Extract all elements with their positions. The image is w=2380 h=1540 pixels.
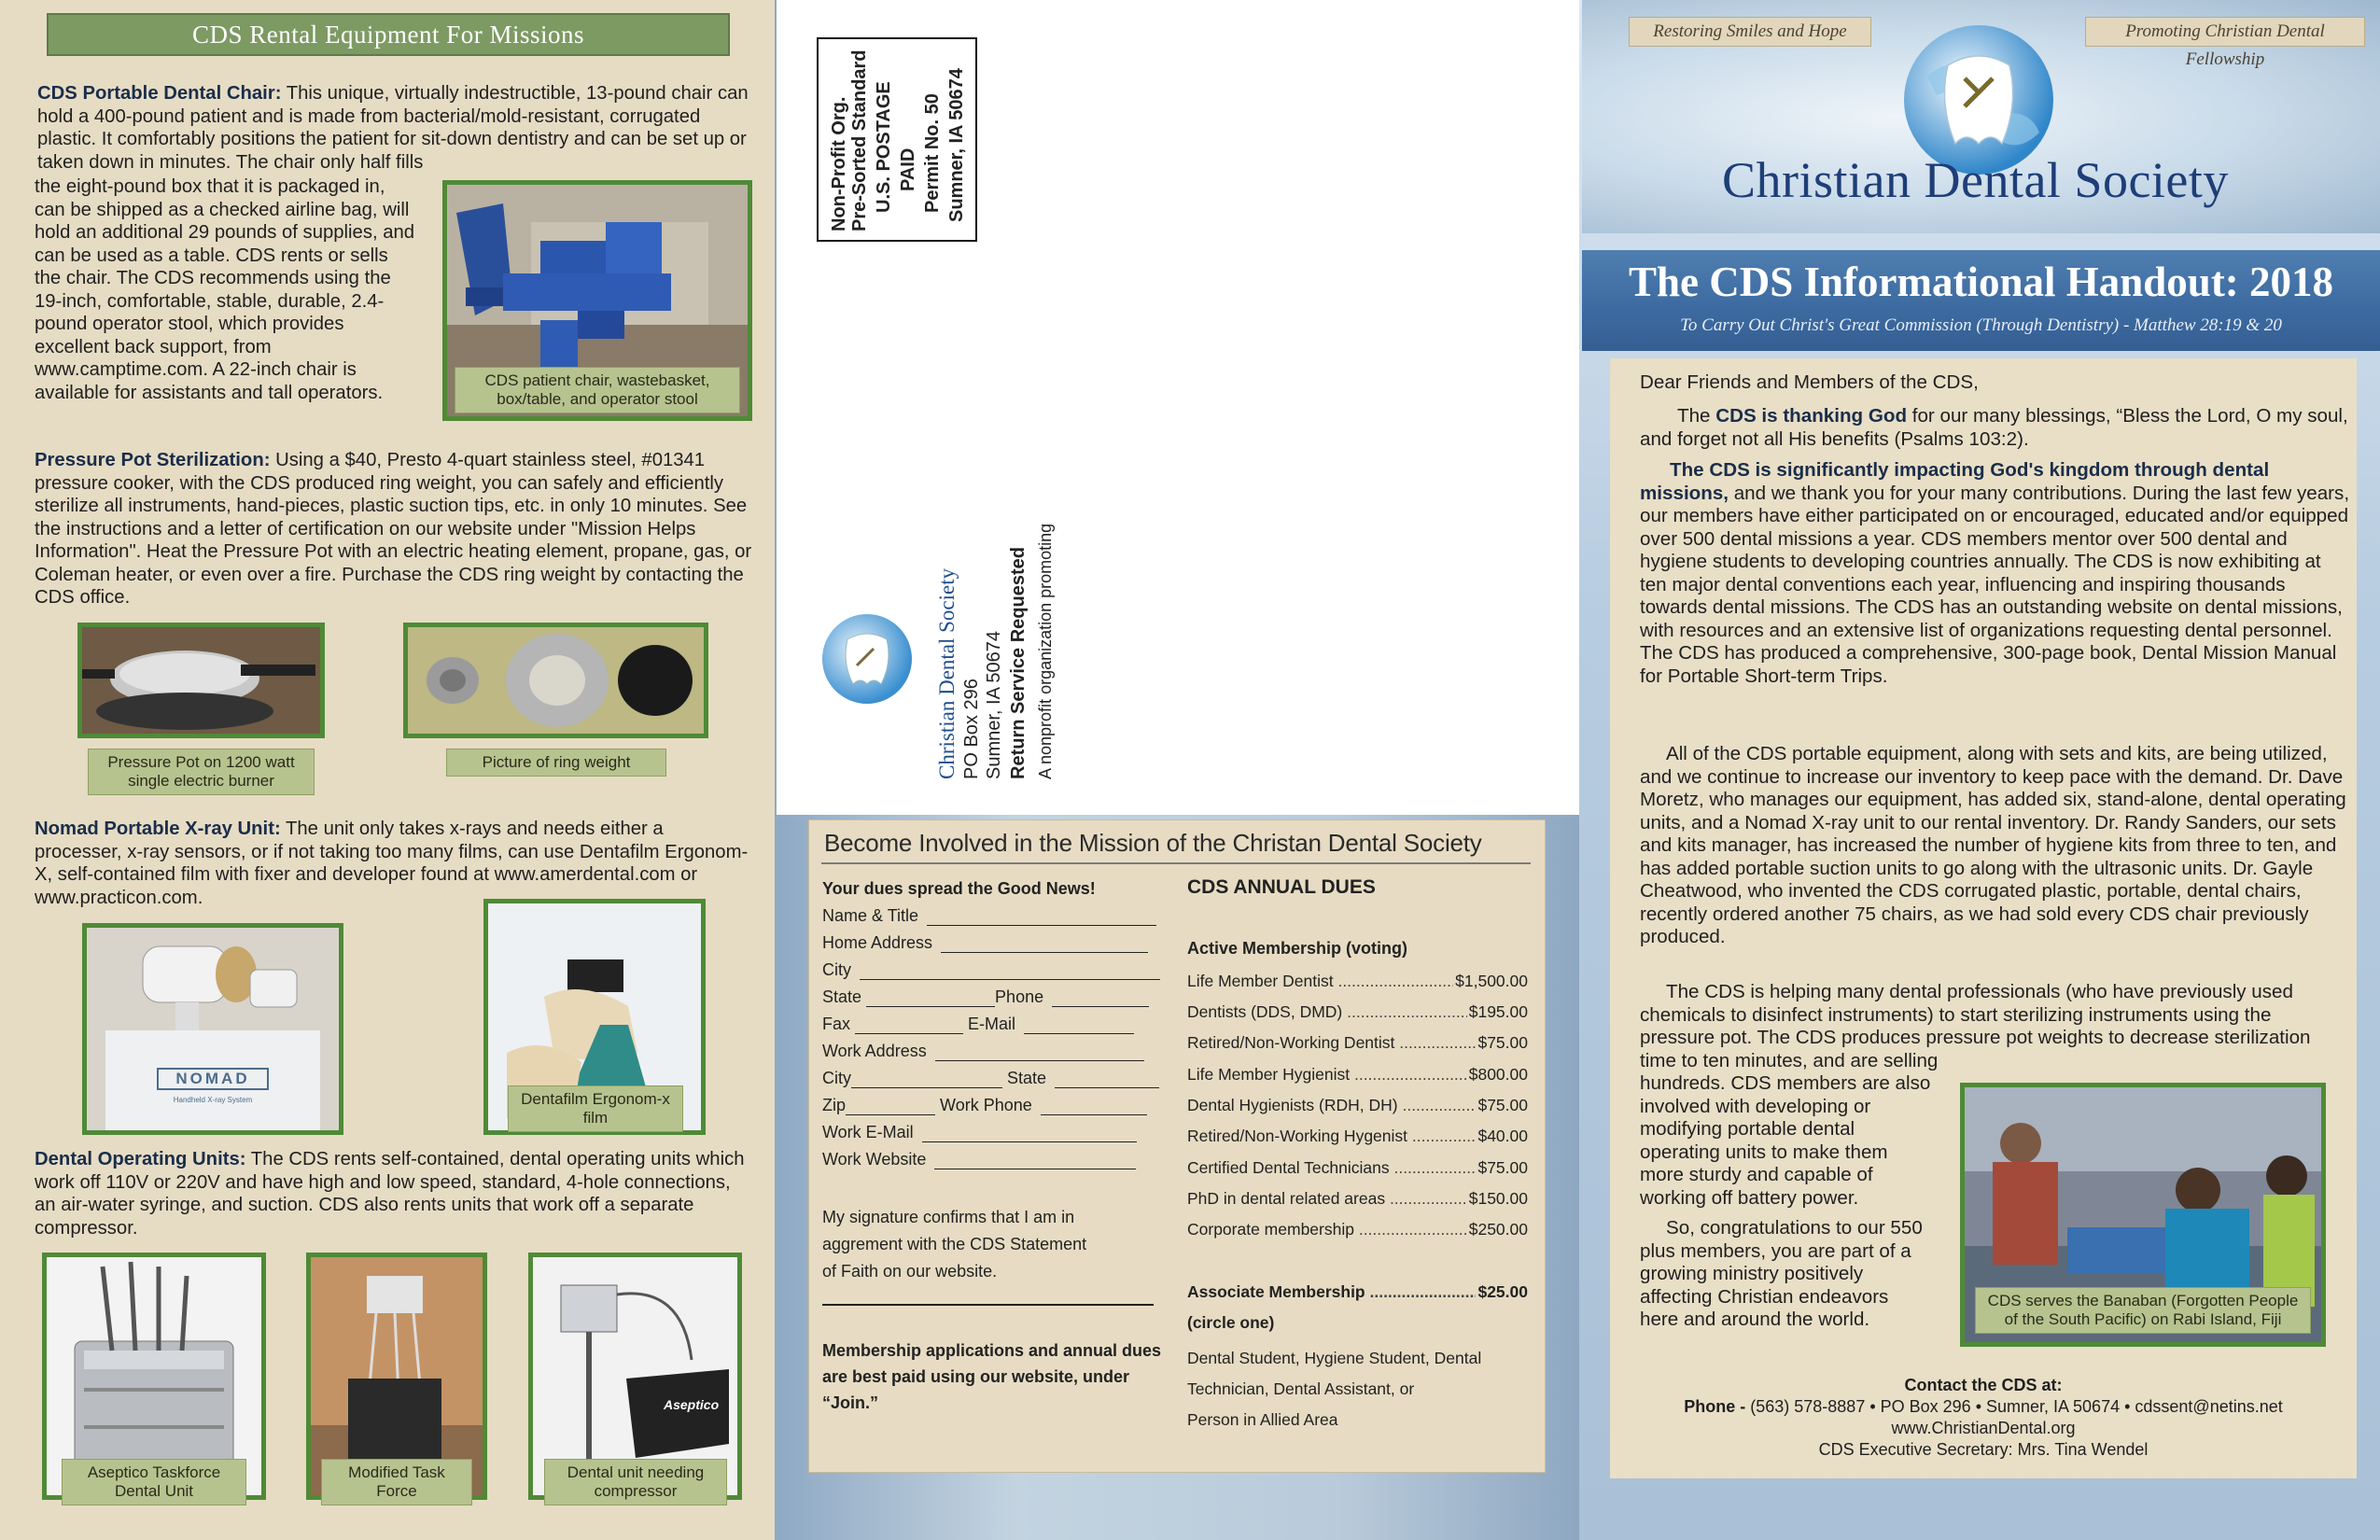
circle-one: (circle one) — [1187, 1313, 1275, 1332]
chair-caption: CDS patient chair, wastebasket, box/table, and operator stool — [455, 367, 740, 413]
letter-greeting: Dear Friends and Members of the CDS, — [1640, 371, 1979, 393]
field-fax-row[interactable] — [822, 1014, 1134, 1034]
chair-paragraph — [37, 82, 756, 174]
modified-task-force-caption: Modified Task Force — [321, 1459, 472, 1505]
xray-heading: Nomad Portable X-ray Unit: — [35, 819, 281, 839]
dues-row — [1187, 1064, 1528, 1085]
chair-paragraph-cont: the eight-pound box that it is packaged in, can be shipped as a checked airline bag, will hold an additional 29 pounds of supplies, and can be used as a table. CDS rents or sells the chair. The CDS recommends using the 19-inch, comfortable, stable, durable, 2.4-pound operator stool, which provides excellent back support, from www.camptime.com. A 22-inch chair is available for assistants and tall operators. — [35, 176, 415, 403]
xray-text: The unit only takes x-rays and needs either a processer, x-ray sensors, or if not taking too many films, can use Dentafilm Ergonom-X, self-contained film with fixer and developer found at www.amerdental.com or www.practicon.com. — [35, 819, 749, 908]
units-paragraph — [35, 1148, 753, 1239]
signature-line-2: aggrement with the CDS Statement — [822, 1235, 1087, 1253]
p2-post: and we thank you for your many contributions. During the last few years, our members have either participated on or encouraged, educated and/or equipped over 500 dental missions a year. CDS members mentor over 500 dental and hygiene students to developing countries annually. The CDS is now exhibiting at ten major dental conventions each year, influencing and inspiring thousands towards dental missions. The CDS has an outstanding website on dental missions, with resources and an extensive list of organizations requesting dental personnel. The CDS has produced a comprehensive, 300-page book, Dental Mission Manual for Portable Short-term Trips. — [1640, 482, 2350, 687]
dues-value: $75.00 — [1477, 1033, 1528, 1052]
postage-line-6: Sumner, IA 50674 — [946, 68, 967, 222]
dues-label: Life Member Hygienist ..... — [1187, 1064, 1467, 1085]
pressure-pot-caption: Pressure Pot on 1200 watt single electric burner — [88, 749, 315, 795]
field-work-address-row[interactable] — [822, 1041, 1144, 1061]
field-work-email-row[interactable] — [822, 1122, 1137, 1142]
associate-line-3: Person in Allied Area — [1187, 1410, 1338, 1429]
dentafilm-caption: Dentafilm Ergonom-x film — [508, 1085, 683, 1132]
ring-weight-illustration — [408, 627, 704, 734]
field-work-phone-input[interactable] — [1041, 1099, 1147, 1115]
active-membership-title: Active Membership (voting) — [1187, 939, 1408, 958]
compressor-unit-caption: Dental unit needing compressor — [544, 1459, 727, 1505]
field-phone-label: Phone — [995, 987, 1044, 1006]
dues-value: $40.00 — [1477, 1127, 1528, 1145]
field-state-label: State — [822, 987, 862, 1006]
field-home-input[interactable] — [941, 936, 1148, 953]
payment-line-2: are best paid using our website, under — [822, 1367, 1130, 1386]
dues-row — [1187, 1095, 1528, 1115]
associate-line-2: Technician, Dental Assistant, or — [1187, 1379, 1415, 1398]
letter-paragraph-2 — [1640, 459, 2351, 688]
field-work-email-label: Work E-Mail — [822, 1123, 914, 1141]
dues-value: $800.00 — [1468, 1065, 1528, 1084]
dues-value: $150.00 — [1468, 1189, 1528, 1208]
dues-row — [1187, 1219, 1528, 1239]
field-work-state-input[interactable] — [1055, 1071, 1159, 1088]
ring-weight-caption: Picture of ring weight — [446, 749, 666, 777]
postage-line-3: U.S. POSTAGE — [874, 81, 894, 213]
pressure-pot-photo — [77, 623, 325, 738]
executive-secretary: CDS Executive Secretary: Mrs. Tina Wendel — [1818, 1440, 2149, 1459]
chair-text: This unique, virtually indestructible, 13-pound chair can hold a 400-pound patient and is made from bacterial/mold-resistant, corrugated plastic. It comfortably positions the patient for sit-down dentistry and can be set up or taken down in minutes. The chair only half fills — [37, 83, 749, 173]
field-state-row[interactable] — [822, 987, 1149, 1007]
p2-bold: The CDS is significantly impacting God's kingdom through dental missions, — [1640, 459, 2270, 504]
field-work-state-label: State — [1007, 1069, 1047, 1087]
return-org-name: Christian Dental Society — [935, 567, 959, 779]
dues-label: Life Member Dentist ..... — [1187, 971, 1453, 991]
field-email-input[interactable] — [1024, 1017, 1134, 1034]
letter-paragraph-4: The CDS is helping many dental professionals (who have previously used chemicals to disinfect instruments) to start sterilizing instruments using the pressure pot. The CDS produces pressure pot weights to decrease sterilization time to ten minutes, and are selling — [1640, 981, 2311, 1071]
field-name-input[interactable] — [927, 909, 1156, 926]
postage-line-5: Permit No. 50 — [922, 93, 943, 213]
form-intro: Your dues spread the Good News! — [822, 879, 1096, 898]
form-title: Become Involved in the Mission of the Christan Dental Society — [824, 829, 1482, 857]
cds-globe-logo-small — [819, 611, 915, 707]
dues-row — [1187, 971, 1528, 991]
signature-text — [822, 1204, 1086, 1285]
dues-value: $250.00 — [1468, 1220, 1528, 1239]
associate-value: $25.00 — [1477, 1282, 1528, 1301]
postage-line-4: PAID — [898, 147, 918, 191]
field-work-email-input[interactable] — [922, 1126, 1137, 1142]
field-work-city-row[interactable] — [822, 1068, 1159, 1088]
letter-paragraph-5: So, congratulations to our 550 plus members, you are part of a growing ministry positively affecting Christian endeavors here and around the world. — [1640, 1217, 1923, 1330]
tagline-right: Promoting Christian Dental Fellowship — [2085, 17, 2365, 47]
field-work-address-input[interactable] — [935, 1044, 1144, 1061]
form-title-rule — [821, 862, 1531, 864]
field-zip-row[interactable] — [822, 1095, 1147, 1115]
tagline-left: Restoring Smiles and Hope — [1629, 17, 1871, 47]
units-text: The CDS rents self-contained, dental operating units which work off 110V or 220V and have high and low speed, standard, 4-hole connections, an air-water syringe, and suction. CDS also rents units that work off a separate compressor. — [35, 1149, 745, 1239]
dues-row — [1187, 1001, 1528, 1022]
signature-input[interactable] — [822, 1304, 1154, 1306]
p1-post: for our many blessings, “Bless the Lord, O my soul, and forget not all His benefits (Psalms 103:2). — [1640, 405, 2348, 450]
return-line-1: PO Box 296 — [961, 679, 982, 779]
signature-line-1: My signature confirms that I am in — [822, 1208, 1075, 1226]
org-name: Christian Dental Society — [1722, 152, 2229, 208]
handout-subtitle: To Carry Out Christ's Great Commission (Through Dentistry) - Matthew 28:19 & 20 — [1680, 315, 2282, 335]
rabi-island-caption: CDS serves the Banaban (Forgotten People of the South Pacific) on Rabi Island, Fiji — [1975, 1287, 2311, 1334]
field-work-phone-label: Work Phone — [940, 1096, 1032, 1114]
dues-label: Retired/Non-Working Dentist ..... — [1187, 1032, 1476, 1053]
field-state-input[interactable] — [866, 990, 995, 1007]
nomad-xray-photo — [82, 923, 343, 1135]
return-line-2: Sumner, IA 50674 — [984, 630, 1004, 779]
dues-label: Dentists (DDS, DMD) ..... — [1187, 1001, 1467, 1022]
contact-title: Contact the CDS at: — [1904, 1376, 2063, 1394]
associate-row — [1187, 1281, 1528, 1302]
pressure-text: Using a $40, Presto 4-quart stainless steel, #01341 pressure cooker, with the CDS produced ring weight, you can safely and efficiently sterilize all instruments, hand-pieces, plastic suction tips, etc. in only 10 minutes. See the instructions and a letter of certification on our website under "Mission Helps Information". Heat the Pressure Pot with an electric heating element, propane, gas, or Coleman heater, or even over a fire. Purchase the CDS ring weight by contacting the CDS office. — [35, 450, 752, 608]
globe-tooth-icon — [819, 611, 915, 707]
field-email-label: E-Mail — [968, 1015, 1016, 1033]
payment-line-3: “Join.” — [822, 1393, 879, 1412]
dues-title: CDS ANNUAL DUES — [1187, 876, 1376, 898]
field-fax-input[interactable] — [855, 1017, 963, 1034]
units-heading: Dental Operating Units: — [35, 1149, 246, 1169]
dues-label: Retired/Non-Working Hygenist ..... — [1187, 1126, 1476, 1146]
handout-title: The CDS Informational Handout: 2018 — [1628, 259, 2334, 305]
pressure-heading: Pressure Pot Sterilization: — [35, 450, 271, 470]
payment-line-1: Membership applications and annual dues — [822, 1341, 1162, 1360]
dues-row — [1187, 1032, 1528, 1053]
field-fax-label: Fax — [822, 1015, 851, 1033]
field-work-website-row[interactable] — [822, 1149, 1136, 1169]
contact-phone-label: Phone - — [1684, 1397, 1746, 1416]
dues-row — [1187, 1126, 1528, 1146]
dues-label: Certified Dental Technicians ..... — [1187, 1157, 1476, 1178]
letter-paragraph-1 — [1640, 405, 2349, 451]
field-name-label: Name & Title — [822, 906, 919, 925]
field-home-row[interactable] — [822, 932, 1148, 953]
field-city-row[interactable] — [822, 959, 1160, 980]
rental-banner: CDS Rental Equipment For Missions — [47, 13, 730, 56]
associate-label: Associate Membership ..... — [1187, 1281, 1476, 1302]
signature-line-3: of Faith on our website. — [822, 1262, 998, 1281]
contact-details: (563) 578-8887 • PO Box 296 • Sumner, IA 50674 • cdssent@netins.net — [1750, 1397, 2283, 1416]
field-city-label: City — [822, 960, 851, 979]
pressure-pot-illustration — [82, 627, 320, 734]
dues-label: PhD in dental related areas ..... — [1187, 1188, 1467, 1209]
field-work-website-input[interactable] — [934, 1153, 1136, 1169]
pressure-paragraph — [35, 449, 763, 609]
field-work-address-label: Work Address — [822, 1042, 927, 1060]
dues-label: Corporate membership ..... — [1187, 1219, 1467, 1239]
field-work-city-label: City — [822, 1069, 851, 1087]
chair-heading: CDS Portable Dental Chair: — [37, 83, 282, 104]
field-zip-input[interactable] — [846, 1099, 935, 1115]
dues-value: $75.00 — [1477, 1096, 1528, 1114]
p1-pre: The — [1677, 405, 1716, 427]
ring-weight-photo — [403, 623, 708, 738]
field-work-website-label: Work Website — [822, 1150, 927, 1169]
letter-paragraph-3: All of the CDS portable equipment, along with sets and kits, are being utilized, and we continue to increase our inventory to keep pace with the demand. Dr. Dave Moretz, who manages our equipment, has added six, stand-alone, dental operating units, and a Nomad X-ray unit to our rental inventory. Dr. Randy Sanders, our sets and kits manager, has increased the number of hygiene kits from three to ten, and has added portable suction units to go along with the ultrasonic units. Dr. Gayle Cheatwood, who invented the CDS corrugated plastic, portable, dental chairs, recently ordered another 75 chairs, as we had sold every CDS chair previously produced. — [1640, 743, 2346, 947]
aseptico-caption: Aseptico Taskforce Dental Unit — [62, 1459, 246, 1505]
dues-value: $1,500.00 — [1455, 972, 1528, 990]
field-phone-input[interactable] — [1052, 990, 1149, 1007]
letter-paragraph-4-cont: hundreds. CDS members are also involved with developing or modifying portable dental operating units to make them more sturdy and capable of working off battery power. — [1640, 1072, 1931, 1209]
associate-list — [1187, 1343, 1481, 1435]
website-link[interactable]: www.ChristianDental.org — [1891, 1419, 2076, 1437]
field-home-label: Home Address — [822, 933, 933, 952]
payment-note — [822, 1337, 1161, 1416]
field-city-input[interactable] — [860, 963, 1160, 980]
xray-paragraph — [35, 818, 753, 909]
p1-bold: CDS is thanking God — [1715, 405, 1908, 427]
return-tagline: A nonprofit organization promoting — [1036, 523, 1055, 779]
postage-line-1: Non-Profit Org. — [829, 96, 849, 231]
nomad-label: NOMAD — [157, 1068, 269, 1090]
field-work-city-input[interactable] — [851, 1071, 1002, 1088]
nomad-sublabel: Handheld X-ray System — [173, 1096, 253, 1104]
dues-value: $75.00 — [1477, 1158, 1528, 1177]
dues-row — [1187, 1188, 1528, 1209]
contact-line — [1610, 1396, 2357, 1418]
field-zip-label: Zip — [822, 1096, 847, 1114]
dues-row — [1187, 1157, 1528, 1178]
associate-line-1: Dental Student, Hygiene Student, Dental — [1187, 1349, 1482, 1367]
aseptico-logo-text: Aseptico — [664, 1397, 720, 1412]
postage-line-2: Pre-Sorted Standard — [849, 49, 870, 231]
dues-label: Dental Hygienists (RDH, DH) ..... — [1187, 1095, 1476, 1115]
return-service: Return Service Requested — [1008, 547, 1029, 779]
dues-value: $195.00 — [1468, 1002, 1528, 1021]
field-name-row[interactable] — [822, 905, 1156, 926]
